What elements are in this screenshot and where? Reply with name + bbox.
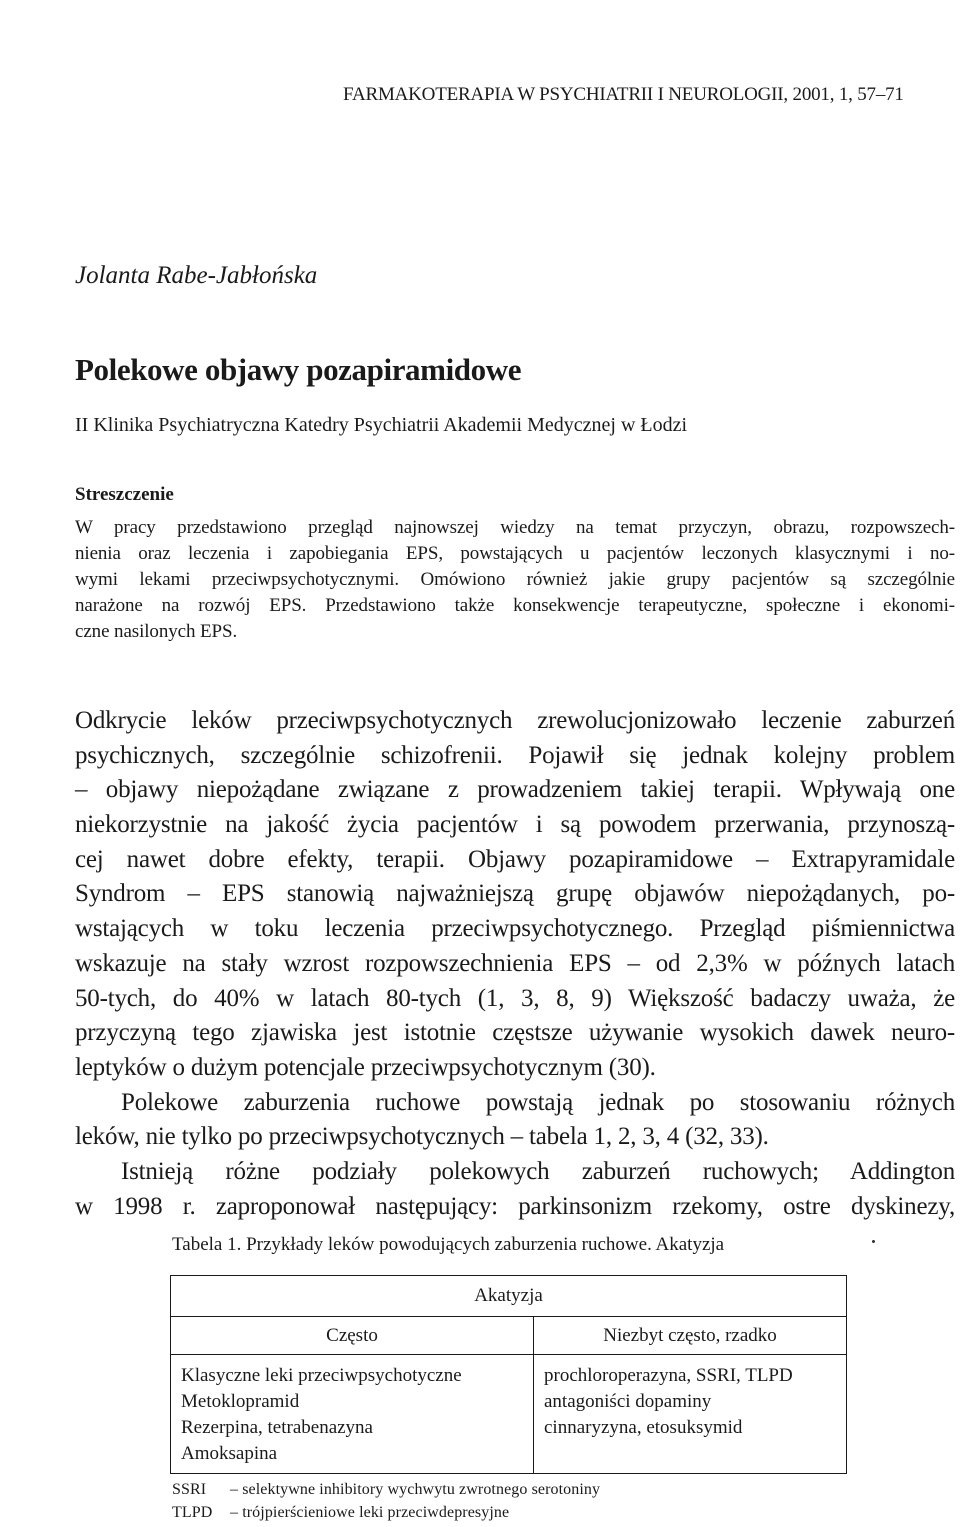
abstract-line: nienia oraz leczenia i zapobiegania EPS, powstających u pacjentów leczonych klasycznymi i no- [75,543,955,564]
abstract-line: W pracy przedstawiono przegląd najnowszej wiedzy na temat przyczyn, obrazu, rozpowszech- [75,517,955,538]
table-item: Metoklopramid [181,1391,300,1412]
table-cell-czesto [171,1355,534,1474]
caption-dot-mark [872,1240,875,1243]
abstract-line: narażone na rozwój EPS. Przedstawiono także konsekwencje terapeutyczne, społeczne i ekonomi- [75,595,955,616]
footnote-text: – trójpierścieniowe leki przeciwdepresyjne [230,1504,510,1521]
abstract-text [75,515,955,645]
body-line: leków, nie tylko po przeciwpsychotycznych – tabela 1, 2, 3, 4 (32, 33). [75,1123,769,1151]
body-line: 50-tych, do 40% w latach 80-tych (1, 3, 8, 9) Większość badaczy uważa, że [75,984,955,1012]
table-item: prochloroperazyna, SSRI, TLPD [544,1365,793,1386]
body-line: przyczyną tego zjawiska jest istotnie częstsze używanie wysokich dawek neuro- [75,1019,955,1047]
table-column-czesto: Często [171,1317,534,1355]
table-item: Amoksapina [181,1443,278,1464]
table-item: antagoniści dopaminy [544,1391,712,1412]
drug-table [170,1275,847,1474]
table-header-akatyzja: Akatyzja [171,1276,847,1317]
footnote-tlpd [172,1504,509,1522]
table-cell-rzadko [534,1355,847,1474]
body-line: leptyków o dużym potencjale przeciwpsychotycznym (30). [75,1053,656,1081]
body-line: Polekowe zaburzenia ruchowe powstają jednak po stosowaniu różnych [121,1088,955,1116]
body-line: psychicznych, szczególnie schizofrenii. Pojawił się jednak kolejny problem [75,741,955,769]
footnote-abbr: TLPD [172,1504,213,1521]
affiliation: II Klinika Psychiatryczna Katedry Psychiatrii Akademii Medycznej w Łodzi [75,414,688,436]
table-column-rzadko: Niezbyt często, rzadko [534,1317,847,1355]
body-text [75,704,955,1224]
body-line: Istnieją różne podziały polekowych zaburzeń ruchowych; Addington [121,1157,955,1185]
footnote-abbr: SSRI [172,1481,207,1498]
table-item: Klasyczne leki przeciwpsychotyczne [181,1365,462,1386]
abstract-heading: Streszczenie [75,484,174,505]
abstract-line: czne nasilonych EPS. [75,621,238,642]
journal-header: FARMAKOTERAPIA W PSYCHIATRII I NEUROLOGII, 2001, 1, 57–71 [343,84,904,105]
article-title: Polekowe objawy pozapiramidowe [75,352,522,387]
table-caption: Tabela 1. Przykłady leków powodujących zaburzenia ruchowe. Akatyzja [172,1234,725,1255]
footnote-ssri [172,1481,600,1499]
body-line: wskazuje na stały wzrost rozpowszechnienia EPS – od 2,3% w późnych latach [75,949,955,977]
table-item: cinnaryzyna, etosuksymid [544,1417,743,1438]
table-item: Rezerpina, tetrabenazyna [181,1417,373,1438]
body-line: cej nawet dobre efekty, terapii. Objawy pozapiramidowe – Extrapyramidale [75,845,955,873]
body-line: Odkrycie leków przeciwpsychotycznych zrewolucjonizowało leczenie zaburzeń [75,707,955,734]
footnote-text: – selektywne inhibitory wychwytu zwrotnego serotoniny [230,1481,601,1498]
body-line: Syndrom – EPS stanowią najważniejszą grupę objawów niepożądanych, po- [75,880,955,908]
body-line: wstających w toku leczenia przeciwpsychotycznego. Przegląd piśmiennictwa [75,915,955,943]
author-name: Jolanta Rabe-Jabłońska [75,262,318,289]
body-line: – objawy niepożądane związane z prowadzeniem takiej terapii. Wpływają one [75,776,955,804]
body-line: w 1998 r. zaproponował następujący: parkinsonizm rzekomy, ostre dyskinezy, [75,1192,955,1220]
abstract-line: wymi lekami przeciwpsychotycznymi. Omówiono również jakie grupy pacjentów są szczególnie [75,569,955,590]
body-line: niekorzystnie na jakość życia pacjentów i są powodem przerwania, przynoszą- [75,811,955,839]
